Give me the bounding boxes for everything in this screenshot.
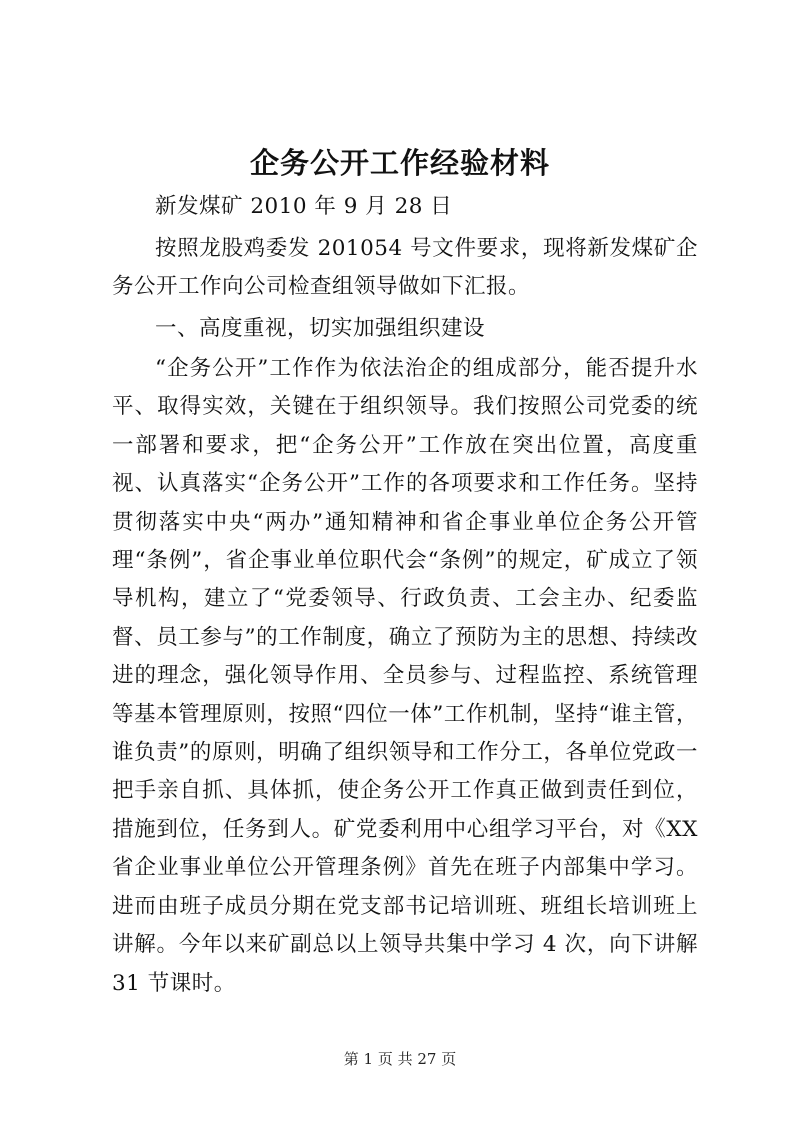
section-heading: 一、高度重视，切实加强组织建设 (155, 316, 486, 341)
page-footer: 第 1 页 共 27 页 (343, 1050, 457, 1068)
document-title: 企务公开工作经验材料 (249, 146, 550, 180)
body-paragraph: “企务公开”工作作为依法治企的组成部分，能否提升水平、取得实效，关键在于组织领导。我们按照公司党委的统一部署和要求，把“企务公开”工作放在突出位置，高度重视、认真落实“企务公开”工作的各项要求和工作任务。坚持贯彻落实中央“两办”通知精神和省企事业单位企务公开管理“条例”，省企事业单位职代会“条例”的规定，矿成立了领导机构，建立了“党委领导、行政负责、工会主办、纪委监督、员工参与”的工作制度，确立了预防为主的思想、持续改进的理念，强化领导作用、全员参与、过程监控、系统管理等基本管理原则，按照“四位一体”工作机制，坚持“谁主管，谁负责”的原则，明确了组织领导和工作分工，各单位党政一把手亲自抓、具体抓，使企务公开工作真正做到责任到位，措施到位，任务到人。矿党委利用中心组学习平台，对《XX 省企业事业单位公开管理条例》首先在班子内部集中学习。进而由班子成员分期在党支部书记培训班、班组长培训班上讲解。今年以来矿副总以上领导共集中学习 4 次，向下讲解 31 节课时。 (112, 356, 698, 996)
intro-paragraph: 按照龙股鸡委发 201054 号文件要求，现将新发煤矿企务公开工作向公司检查组领导做如下汇报。 (112, 236, 698, 300)
date-line: 新发煤矿 2010 年 9 月 28 日 (155, 194, 453, 219)
